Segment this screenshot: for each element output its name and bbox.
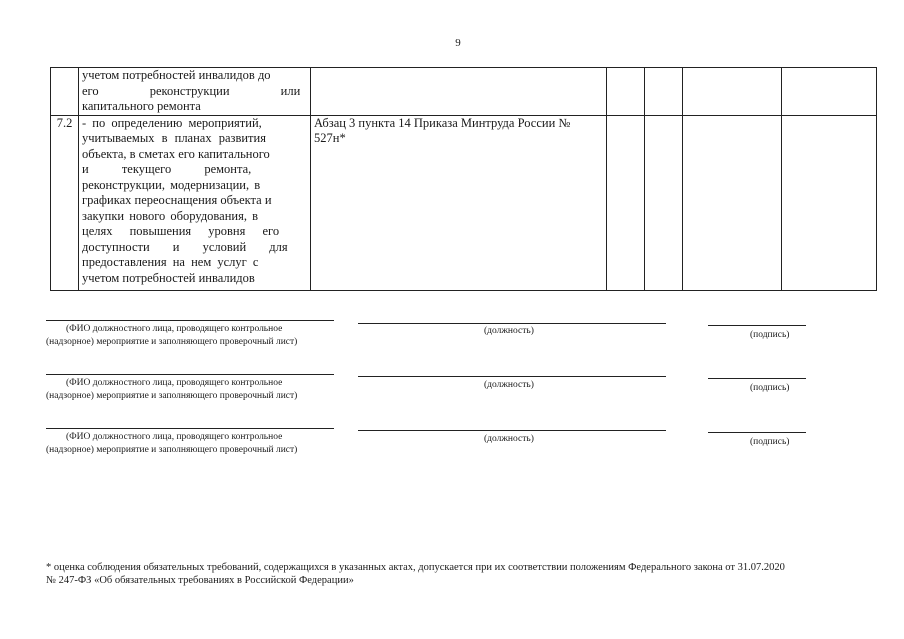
answer-cell-yes[interactable] — [607, 115, 645, 290]
position-caption: (должность) — [484, 326, 534, 336]
answer-cell-na[interactable] — [683, 115, 782, 290]
requirement-line: реконструкции, модернизации, в — [82, 177, 261, 192]
reference-cell — [311, 68, 607, 116]
requirement-line: доступности и условий для — [82, 239, 288, 254]
fio-line[interactable] — [46, 428, 334, 429]
requirement-line: учетом потребностей инвалидов до — [82, 68, 271, 82]
comment-cell[interactable] — [782, 115, 877, 290]
requirement-line: графиках переоснащения объекта и — [82, 193, 272, 207]
fio-line[interactable] — [46, 374, 334, 375]
signature-line[interactable] — [708, 325, 806, 326]
footnote-line: № 247-ФЗ «Об обязательных требованиях в Российской Федерации» — [46, 575, 354, 586]
signature-caption: (подпись) — [750, 330, 790, 340]
comment-cell[interactable] — [782, 68, 877, 116]
fio-caption: (ФИО должностного лица, проводящего контрольное — [66, 378, 283, 388]
reference-cell: Абзац 3 пункта 14 Приказа Минтруда России № 527н* — [311, 115, 607, 290]
fio-caption: (ФИО должностного лица, проводящего контрольное — [66, 324, 283, 334]
table-row — [51, 68, 877, 116]
position-line[interactable] — [358, 376, 666, 377]
signature-caption: (подпись) — [750, 437, 790, 447]
requirement-line: учетом потребностей инвалидов — [82, 270, 255, 285]
requirement-line: целях повышения уровня его — [82, 224, 280, 238]
requirement-line: - по определению мероприятий, — [82, 115, 262, 130]
answer-cell-na[interactable] — [683, 68, 782, 116]
fio-caption: (надзорное) мероприятие и заполняющего проверочный лист) — [46, 337, 298, 347]
row-number: 7.2 — [51, 115, 79, 290]
requirement-cell — [79, 68, 311, 116]
requirement-cell — [79, 115, 311, 290]
answer-cell-no[interactable] — [645, 68, 683, 116]
requirement-line: закупки нового оборудования, в — [82, 208, 258, 223]
requirement-line: и текущего ремонта, — [82, 162, 252, 176]
footnote — [46, 561, 896, 587]
fio-line[interactable] — [46, 320, 334, 321]
answer-cell-yes[interactable] — [607, 68, 645, 116]
requirement-line: объекта, в сметах его капитального — [82, 146, 270, 161]
signature-line[interactable] — [708, 432, 806, 433]
checklist-table — [50, 67, 877, 291]
requirement-line: предоставления на нем услуг с — [82, 255, 259, 269]
row-number — [51, 68, 79, 116]
position-line[interactable] — [358, 323, 666, 324]
requirement-line: его реконструкции или — [82, 83, 301, 98]
page-number: 9 — [455, 37, 461, 49]
signature-caption: (подпись) — [750, 383, 790, 393]
fio-caption: (ФИО должностного лица, проводящего контрольное — [66, 432, 283, 442]
fio-caption: (надзорное) мероприятие и заполняющего проверочный лист) — [46, 445, 298, 455]
position-caption: (должность) — [484, 380, 534, 390]
requirement-line: учитываемых в планах развития — [82, 131, 266, 145]
requirement-line: капитального ремонта — [82, 99, 201, 113]
footnote-line: * оценка соблюдения обязательных требований, содержащихся в указанных актах, допускается при их соответствии положениям Федерального закона от 31.07.2020 — [46, 562, 785, 573]
position-caption: (должность) — [484, 434, 534, 444]
position-line[interactable] — [358, 430, 666, 431]
signature-line[interactable] — [708, 378, 806, 379]
table-row — [51, 115, 877, 290]
answer-cell-no[interactable] — [645, 115, 683, 290]
fio-caption: (надзорное) мероприятие и заполняющего проверочный лист) — [46, 391, 298, 401]
